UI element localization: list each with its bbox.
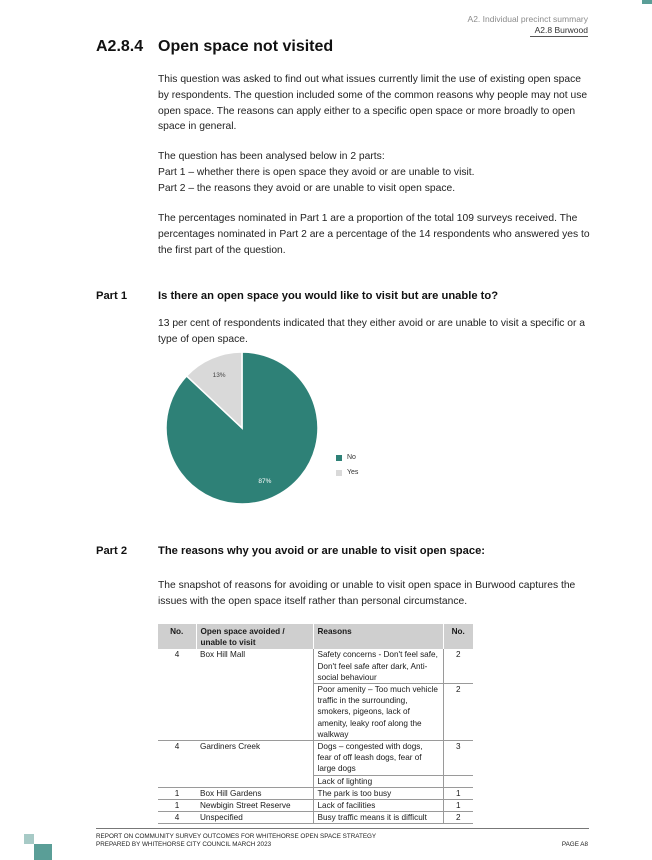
intro-paragraph-1 — [158, 72, 590, 135]
table-row — [158, 649, 473, 683]
cell-open-space: Gardiners Creek — [196, 741, 313, 788]
footer-report-info — [96, 833, 376, 849]
section-number: A2.8.4 — [96, 38, 144, 55]
legend-label-no: No — [347, 454, 356, 461]
cell-reason: The park is too busy — [313, 787, 443, 799]
cell-reason-count — [443, 775, 473, 787]
cell-reason: Lack of facilities — [313, 800, 443, 812]
header-open-space: Open space avoided / unable to visit — [196, 624, 313, 649]
cell-reason-count: 2 — [443, 649, 473, 683]
table-header-row — [158, 624, 473, 649]
legend-item-yes — [336, 465, 358, 480]
table-row — [158, 800, 473, 812]
pie-label-no: 87% — [258, 478, 272, 485]
page-number: PAGE A8 — [561, 841, 588, 848]
cell-open-space: Unspecified — [196, 812, 313, 824]
part2-label: Part 2 — [96, 545, 128, 557]
header-no: No. — [158, 624, 196, 649]
cell-respondent-count: 4 — [158, 741, 196, 788]
intro-part2-line: Part 2 – the reasons they avoid or are unable to visit open space. — [158, 182, 456, 194]
table-row — [158, 787, 473, 799]
running-header — [468, 14, 588, 36]
part2-paragraph: The snapshot of reasons for avoiding or unable to visit open space in Burwood captures the issues with the open space itself rather than personal circumstance. — [158, 580, 576, 607]
cell-reason-count: 1 — [443, 787, 473, 799]
cell-open-space: Box Hill Mall — [196, 649, 313, 740]
intro-text-3: The percentages nominated in Part 1 are a proportion of the total 109 surveys received. The percentages nominated in Part 2 are a percentage of the 14 respondents who answered yes to the first part of the question. — [158, 213, 590, 256]
reasons-table — [158, 624, 473, 824]
intro-text-1: This question was asked to find out what issues currently limit the use of existing open space by respondents. The question included some of the common reasons why people may not use open space. The reasons can apply either to a specific open space or more broadly to open space in general. — [158, 74, 588, 133]
legend-label-yes: Yes — [347, 469, 359, 476]
footer-rule — [96, 828, 589, 829]
part1-title: Is there an open space you would like to visit but are unable to? — [158, 290, 499, 302]
cell-reason-count: 1 — [443, 800, 473, 812]
section-heading — [96, 38, 333, 56]
pie-chart — [158, 348, 388, 518]
chart-legend — [336, 450, 358, 480]
legend-item-no — [336, 450, 358, 465]
cell-reason-count: 3 — [443, 741, 473, 776]
part1-label: Part 1 — [96, 290, 128, 302]
part2-title: The reasons why you avoid or are unable to visit open space: — [158, 545, 486, 557]
intro-parts-line: The question has been analysed below in 2 parts: — [158, 151, 385, 162]
part1-text — [158, 316, 590, 348]
cell-reason: Poor amenity – Too much vehicle traffic in the surrounding, smokers, pigeons, lack of amenity, leaky roof along the walkway — [313, 684, 443, 741]
intro-paragraph-3 — [158, 211, 590, 258]
cell-open-space: Box Hill Gardens — [196, 787, 313, 799]
table-body — [158, 649, 473, 824]
pie-chart-svg — [158, 348, 388, 518]
cell-open-space: Newbigin Street Reserve — [196, 800, 313, 812]
footer-prepared-by: PREPARED BY WHITEHORSE CITY COUNCIL MARCH 2023 — [96, 841, 272, 848]
footer-logo-square-dark — [34, 844, 52, 860]
cell-reason-count: 2 — [443, 684, 473, 741]
cell-respondent-count: 4 — [158, 812, 196, 824]
cell-reason: Lack of lighting — [313, 775, 443, 787]
footer-report-title: REPORT ON COMMUNITY SURVEY OUTCOMES FOR WHITEHORSE OPEN SPACE STRATEGY — [96, 833, 377, 840]
pie-label-yes: 13% — [212, 372, 226, 379]
header-rule — [530, 36, 588, 37]
cell-reason-count: 2 — [443, 812, 473, 824]
header-chapter: A2. Individual precinct summary — [467, 14, 588, 24]
cell-reason: Safety concerns - Don't feel safe, Don't feel safe after dark, Anti-social behaviour — [313, 649, 443, 683]
cell-reason: Busy traffic means it is difficult — [313, 812, 443, 824]
cell-respondent-count: 1 — [158, 800, 196, 812]
header-count: No. — [443, 624, 473, 649]
corner-accent — [642, 0, 652, 4]
table-row — [158, 812, 473, 824]
legend-swatch-yes — [336, 470, 342, 476]
cell-respondent-count: 4 — [158, 649, 196, 740]
header-reasons: Reasons — [313, 624, 443, 649]
part1-paragraph: 13 per cent of respondents indicated that they either avoid or are unable to visit a specific or a type of open space. — [158, 318, 586, 345]
header-precinct: A2.8 Burwood — [534, 25, 588, 35]
footer-logo-square-light — [24, 834, 34, 844]
intro-paragraph-2 — [158, 149, 590, 196]
intro-part1-line: Part 1 – whether there is open space they avoid or are unable to visit. — [158, 166, 475, 178]
table-row — [158, 741, 473, 776]
cell-reason: Dogs – congested with dogs, fear of off leash dogs, fear of large dogs — [313, 741, 443, 776]
section-title: Open space not visited — [158, 38, 334, 55]
legend-swatch-no — [336, 455, 342, 461]
part2-text — [158, 578, 590, 610]
cell-respondent-count: 1 — [158, 787, 196, 799]
